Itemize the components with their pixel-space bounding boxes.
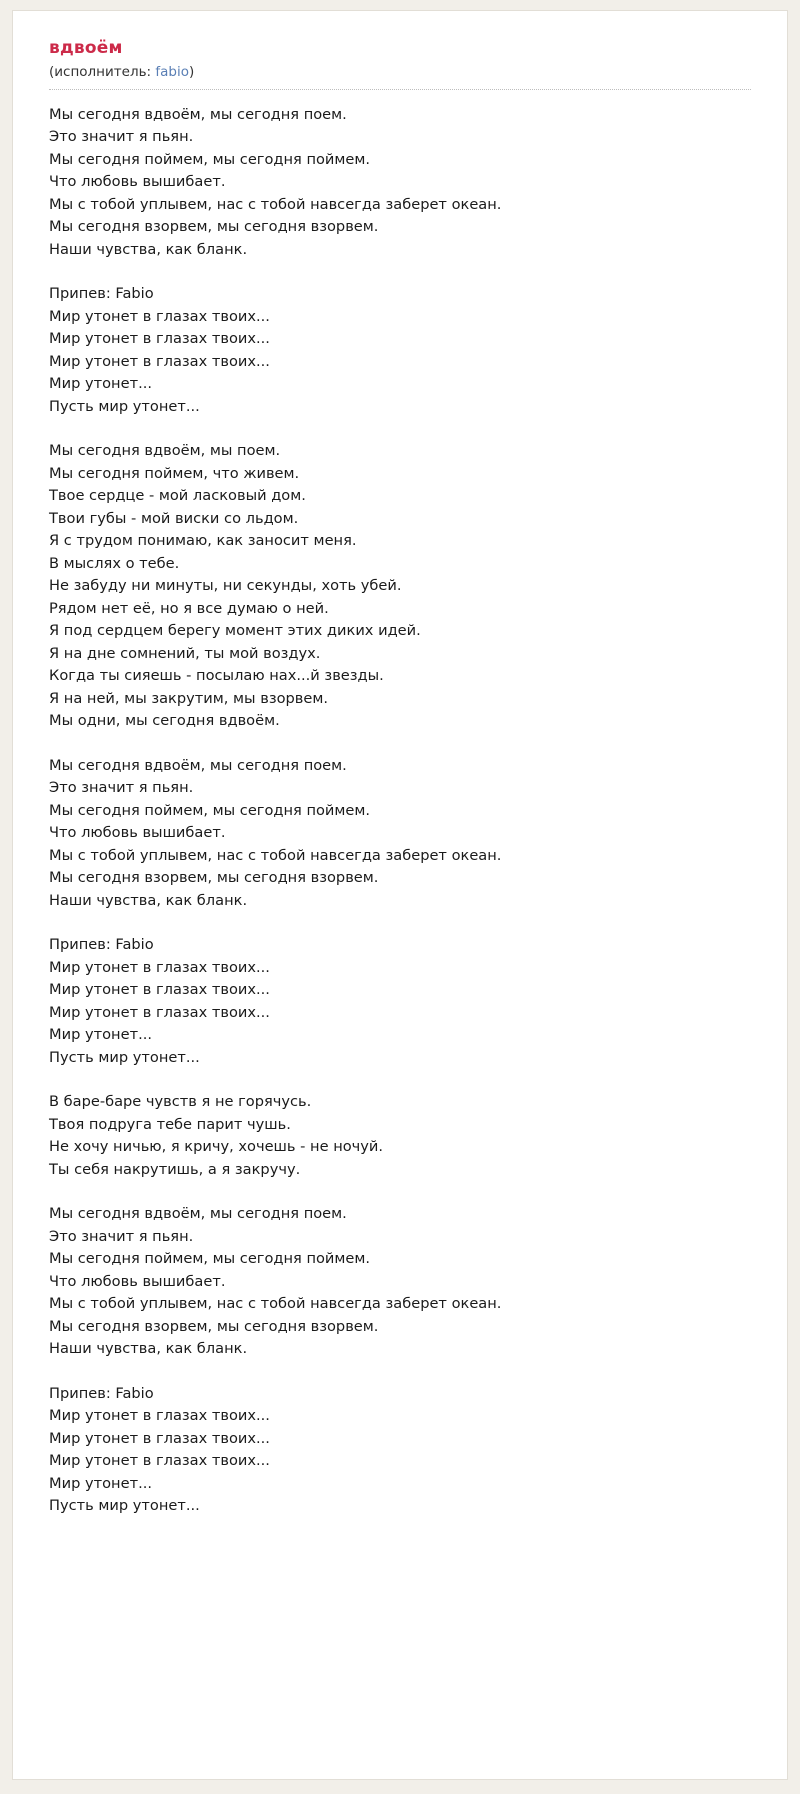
lyrics-line: Это значит я пьян. [49,1227,194,1245]
lyrics-line: Наши чувства, как бланк. [49,240,248,258]
lyrics-block [49,934,751,1069]
lyrics-line: Мир утонет в глазах твоих... [49,1452,270,1470]
lyrics-line: Не забуду ни минуты, ни секунды, хоть убей. [49,577,402,595]
lyrics-line: Пусть мир утонет... [49,1497,200,1515]
lyrics-line: Мы сегодня вдвоём, мы сегодня поем. [49,105,347,123]
lyrics-line: Рядом нет её, но я все думаю о ней. [49,599,329,617]
lyrics-line: Мы с тобой уплывем, нас с тобой навсегда заберет океан. [49,195,502,213]
lyrics-line: Я с трудом понимаю, как заносит меня. [49,532,357,550]
lyrics-line: Мир утонет в глазах твоих... [49,1429,270,1447]
lyrics-line: Припев: Fabio [49,285,154,303]
lyrics-line: Мир утонет в глазах твоих... [49,1407,270,1425]
lyrics-block [49,104,751,262]
lyrics-line: Мир утонет... [49,1474,152,1492]
lyrics-line: Припев: Fabio [49,1384,154,1402]
lyrics-line: Мы сегодня вдвоём, мы поем. [49,442,281,460]
lyrics-line: Это значит я пьян. [49,128,194,146]
lyrics-line: Я на ней, мы закрутим, мы взорвем. [49,689,328,707]
lyrics-line: Твое сердце - мой ласковый дом. [49,487,306,505]
lyrics-line: Мир утонет... [49,375,152,393]
lyrics-line: Что любовь вышибает. [49,824,226,842]
lyrics-line: Пусть мир утонет... [49,1048,200,1066]
lyrics-block [49,755,751,913]
lyrics-line: Я под сердцем берегу момент этих диких идей. [49,622,421,640]
lyrics-line: Мы сегодня вдвоём, мы сегодня поем. [49,1205,347,1223]
lyrics-line: Мы сегодня поймем, мы сегодня поймем. [49,801,371,819]
lyrics-line: Припев: Fabio [49,936,154,954]
lyrics-line: Ты себя накрутишь, а я закручу. [49,1160,301,1178]
lyrics-line: Мы сегодня вдвоём, мы сегодня поем. [49,756,347,774]
lyrics-line: Это значит я пьян. [49,779,194,797]
lyrics-line: Мы сегодня поймем, что живем. [49,464,300,482]
lyrics-line: Мы сегодня поймем, мы сегодня поймем. [49,1250,371,1268]
lyrics-line: Что любовь вышибает. [49,173,226,191]
lyrics-line: Пусть мир утонет... [49,397,200,415]
lyrics-sheet [12,10,788,1780]
artist-link[interactable]: fabio [155,63,189,80]
lyrics-line: Мы сегодня взорвем, мы сегодня взорвем. [49,869,379,887]
lyrics-line: Мир утонет в глазах твоих... [49,1003,270,1021]
lyrics-block [49,1091,751,1181]
lyrics-line: Мы сегодня взорвем, мы сегодня взорвем. [49,218,379,236]
lyrics-line: Мы сегодня взорвем, мы сегодня взорвем. [49,1317,379,1335]
lyrics-line: Наши чувства, как бланк. [49,1340,248,1358]
lyrics-line: Мы сегодня поймем, мы сегодня поймем. [49,150,371,168]
lyrics-line: В баре-баре чувств я не горячусь. [49,1093,312,1111]
lyrics-line: Не хочу ничью, я кричу, хочешь - не ночуй. [49,1138,384,1156]
lyrics-line: Мир утонет в глазах твоих... [49,330,270,348]
lyrics-line: Твоя подруга тебе парит чушь. [49,1115,291,1133]
lyrics-line: Мир утонет... [49,1026,152,1044]
lyrics-line: В мыслях о тебе. [49,554,180,572]
artist-prefix-label: (исполнитель: [49,63,152,80]
artist-suffix-label: ) [189,63,195,80]
lyrics-block [49,1203,751,1361]
lyrics-body [49,104,751,1518]
lyrics-line: Мы с тобой уплывем, нас с тобой навсегда заберет океан. [49,846,502,864]
lyrics-line: Мир утонет в глазах твоих... [49,958,270,976]
lyrics-line: Мир утонет в глазах твоих... [49,307,270,325]
artist-line [49,64,751,90]
lyrics-line: Я на дне сомнений, ты мой воздух. [49,644,321,662]
lyrics-line: Мир утонет в глазах твоих... [49,981,270,999]
lyrics-block [49,283,751,418]
lyrics-line: Твои губы - мой виски со льдом. [49,509,299,527]
lyrics-line: Наши чувства, как бланк. [49,891,248,909]
lyrics-block [49,1383,751,1518]
lyrics-line: Когда ты сияешь - посылаю нах...й звезды. [49,667,384,685]
lyrics-line: Что любовь вышибает. [49,1272,226,1290]
lyrics-block [49,440,751,733]
lyrics-line: Мы с тобой уплывем, нас с тобой навсегда заберет океан. [49,1295,502,1313]
lyrics-line: Мы одни, мы сегодня вдвоём. [49,712,280,730]
lyrics-line: Мир утонет в глазах твоих... [49,352,270,370]
page-title: вдвоём [49,38,123,58]
